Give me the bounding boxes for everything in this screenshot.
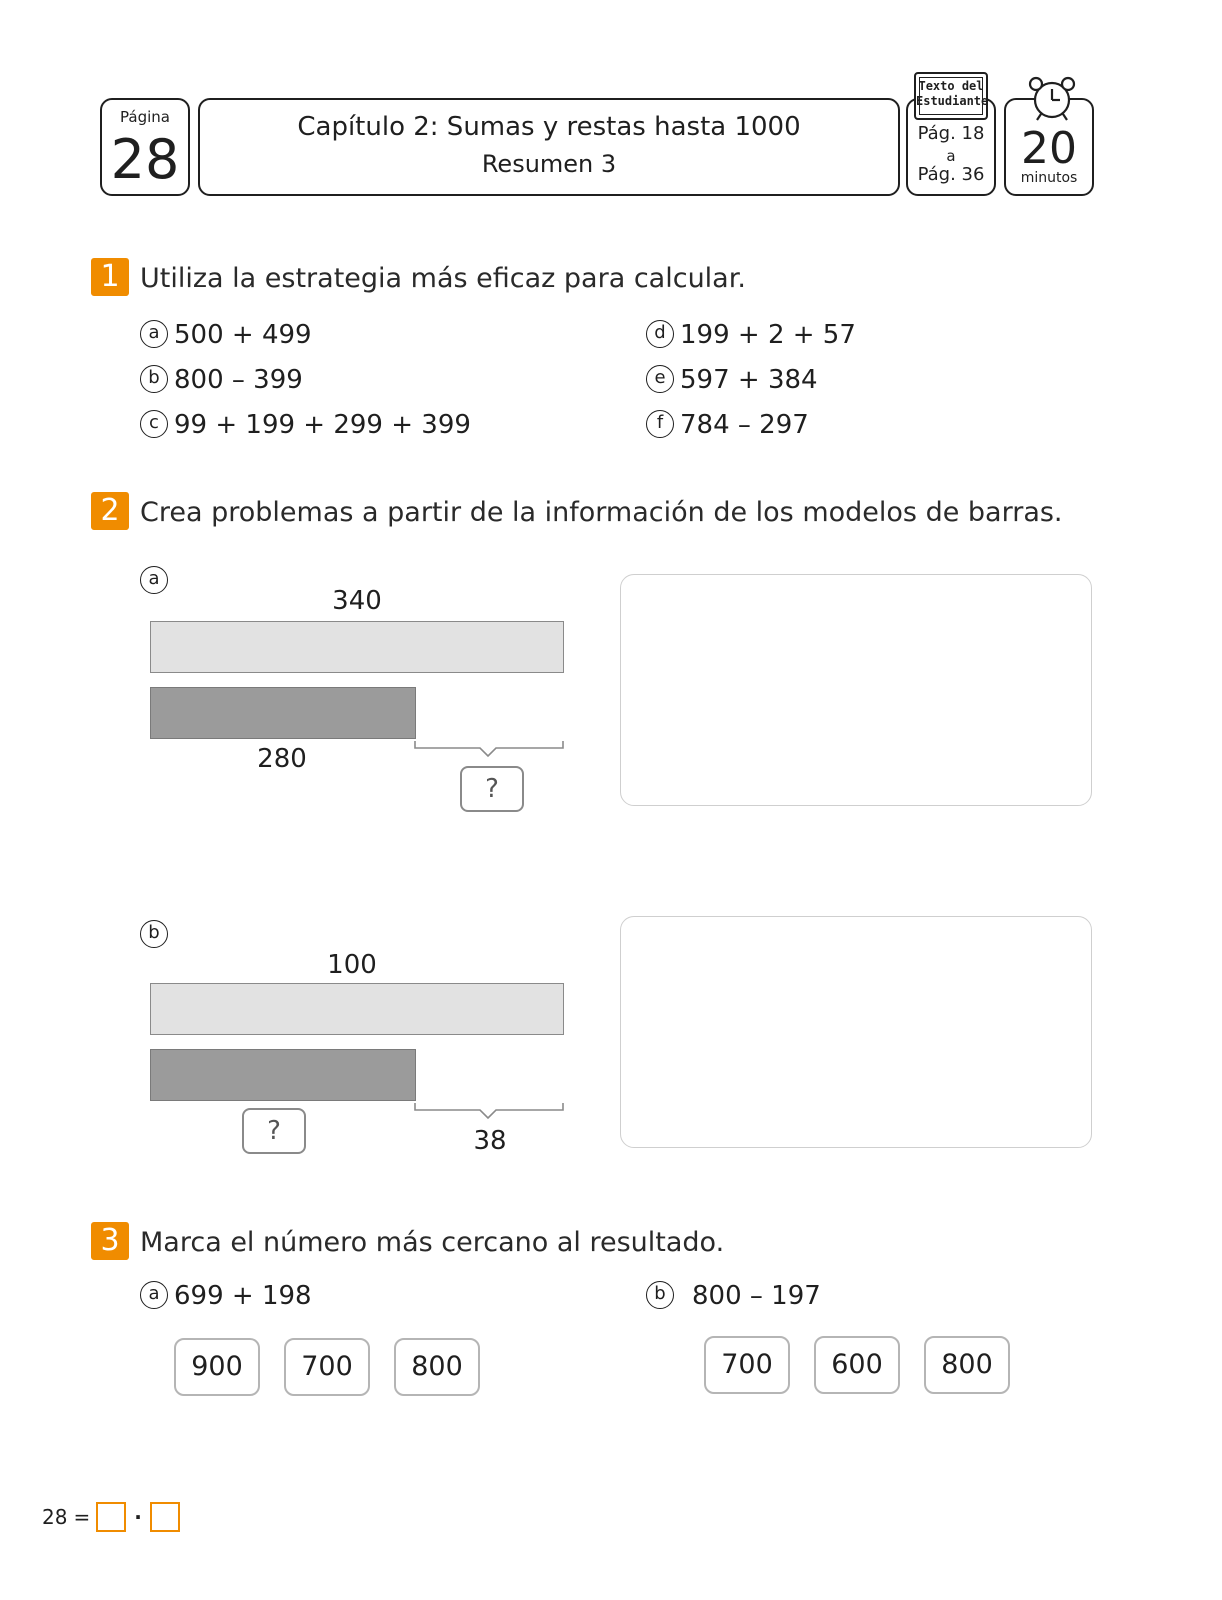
book-tag-line1: Texto del (918, 79, 984, 93)
exercise-1-instruction: Utiliza la estrategia más eficaz para calcular. (140, 263, 746, 294)
exercise-3-number: 3 (91, 1222, 129, 1260)
ex3-b-option-3[interactable]: 800 (924, 1336, 1010, 1394)
exercise-1-number: 1 (91, 258, 129, 296)
item-letter: a (140, 320, 168, 348)
footer-factor-box-1 (96, 1502, 126, 1532)
model-b-brace (414, 1102, 566, 1124)
item-letter: e (646, 365, 674, 393)
section-subtitle: Resumen 3 (481, 150, 617, 178)
item-expression: 800 – 399 (174, 365, 303, 395)
model-b-difference-value: 38 (473, 1126, 507, 1156)
model-a-part-bar (150, 687, 416, 739)
ex1-item-a (140, 320, 312, 350)
model-a-bottom-value: 280 (257, 744, 307, 774)
ex3-a-option-2[interactable]: 700 (284, 1338, 370, 1396)
item-letter: b (140, 365, 168, 393)
chapter-title: Capítulo 2: Sumas y restas hasta 1000 (297, 112, 801, 142)
ref-to: Pág. 36 (917, 164, 985, 185)
item-expression: 800 – 197 (692, 1281, 821, 1311)
book-icon (914, 72, 988, 120)
ex1-item-e (646, 365, 818, 395)
item-expression: 784 – 297 (680, 410, 809, 440)
exercise-2-number: 2 (91, 492, 129, 530)
ref-connector: a (946, 147, 956, 165)
model-a-total-bar (150, 621, 564, 673)
alarm-clock-icon (1027, 76, 1077, 122)
ex2-model-b-letter (140, 920, 174, 950)
model-b-answer-area[interactable] (620, 916, 1092, 1148)
item-letter: b (140, 920, 168, 948)
book-tag-line2: Estudiante (916, 94, 989, 108)
footer-page-number: 28 (42, 1505, 68, 1529)
item-letter: d (646, 320, 674, 348)
ex3-question-b (646, 1281, 821, 1311)
page-label: Página (120, 108, 170, 126)
model-a-answer-area[interactable] (620, 574, 1092, 806)
footer-dot: · (134, 1505, 142, 1529)
item-letter: b (646, 1281, 674, 1309)
ex3-a-option-3[interactable]: 800 (394, 1338, 480, 1396)
model-b-missing-box[interactable]: ? (242, 1108, 306, 1154)
item-letter: a (140, 566, 168, 594)
footer-factor-box-2 (150, 1502, 180, 1532)
item-expression: 597 + 384 (680, 365, 818, 395)
model-b-top-value: 100 (327, 950, 377, 980)
time-unit: minutos (1020, 170, 1078, 186)
ex1-item-b (140, 365, 303, 395)
ref-from: Pág. 18 (917, 123, 985, 144)
chapter-title-box (198, 98, 900, 196)
item-expression: 199 + 2 + 57 (680, 320, 856, 350)
model-a-brace (414, 740, 566, 762)
ex3-b-option-1[interactable]: 700 (704, 1336, 790, 1394)
exercise-2-instruction: Crea problemas a partir de la información de los modelos de barras. (140, 497, 1063, 528)
ex1-item-d (646, 320, 856, 350)
footer-equals: = (73, 1505, 91, 1529)
item-letter: a (140, 1281, 168, 1309)
model-a-top-value: 340 (332, 586, 382, 616)
item-expression: 500 + 499 (174, 320, 312, 350)
time-value: 20 (1021, 123, 1077, 174)
page-number-box (100, 98, 190, 196)
ex1-item-c (140, 410, 471, 440)
model-b-part-bar (150, 1049, 416, 1101)
ex3-a-option-1[interactable]: 900 (174, 1338, 260, 1396)
ex1-item-f (646, 410, 809, 440)
item-expression: 699 + 198 (174, 1281, 312, 1311)
model-b-total-bar (150, 983, 564, 1035)
model-a-missing-box[interactable]: ? (460, 766, 524, 812)
page-number: 28 (110, 128, 180, 191)
exercise-3-instruction: Marca el número más cercano al resultado. (140, 1227, 725, 1258)
item-expression: 99 + 199 + 299 + 399 (174, 410, 471, 440)
footer (42, 1502, 180, 1532)
ex3-question-a (140, 1281, 312, 1311)
item-letter: f (646, 410, 674, 438)
ex3-b-option-2[interactable]: 600 (814, 1336, 900, 1394)
item-letter: c (140, 410, 168, 438)
